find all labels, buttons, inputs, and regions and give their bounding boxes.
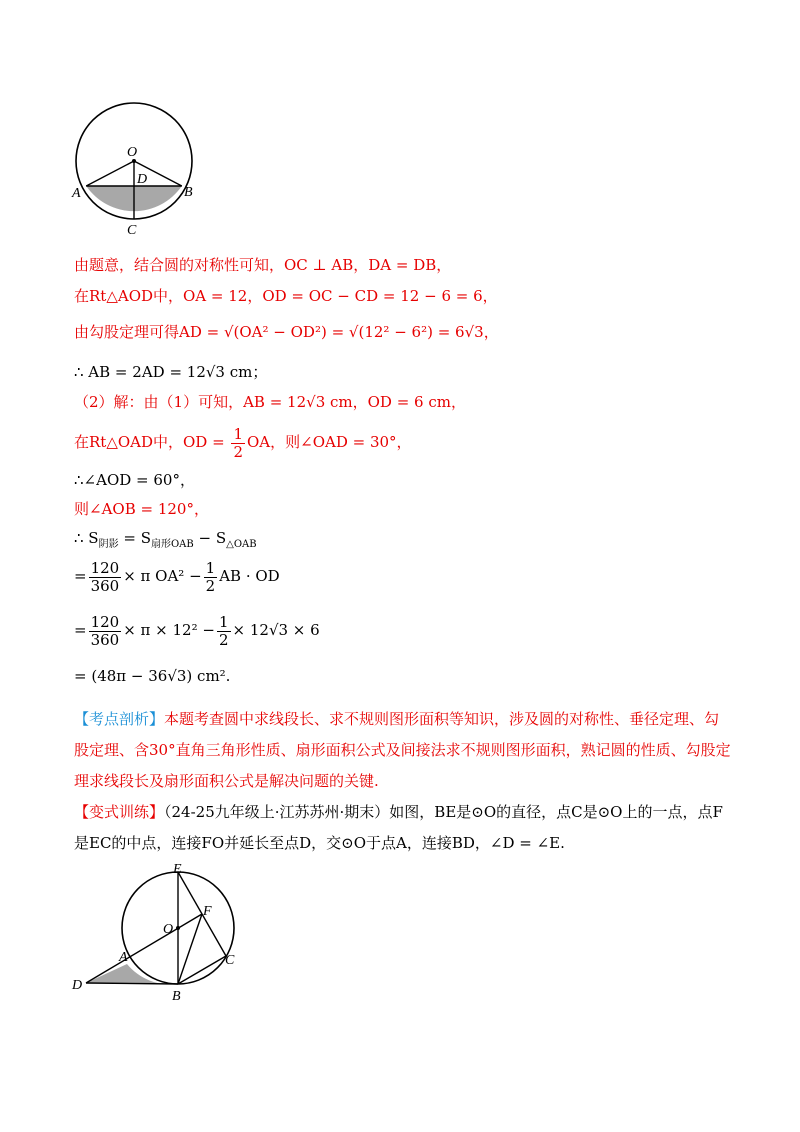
line-10-end: AB · OD [219, 567, 280, 585]
exercise-tag: 【变式训练】 [74, 803, 165, 821]
label-d: D [137, 172, 148, 187]
line-9-sub1: 阴影 [98, 539, 119, 550]
line-9-sub3: △OAB [226, 539, 257, 550]
line-9-sub2: 扇形OAB [150, 539, 194, 550]
label-c: C [225, 953, 235, 968]
line-9-a: ∴ S [74, 529, 99, 547]
line-1: 由题意，结合圆的对称性可知，OC ⊥ AB，DA = DB， [74, 256, 452, 274]
fraction-num: 120 [90, 612, 120, 631]
line-6 [74, 424, 412, 461]
label-o: O [127, 145, 138, 160]
fraction-half [204, 560, 218, 595]
label-f: F [203, 904, 212, 919]
fraction-num: 120 [90, 558, 120, 577]
fraction-num: 1 [233, 424, 243, 443]
line-10-eq: = [74, 567, 87, 585]
line-2: 在Rt△AOD中，OA = 12，OD = OC − CD = 12 − 6 = 6， [74, 287, 498, 305]
label-d: D [72, 978, 83, 993]
label-a: A [72, 186, 81, 201]
line-11-eq: = [74, 621, 87, 639]
label-c: C [127, 223, 137, 238]
line-10-mid: × π OA² − [123, 567, 202, 585]
center-point [176, 926, 180, 930]
line-6-start: 在Rt△OAD中，OD = [74, 433, 230, 451]
label-e: E [173, 862, 182, 877]
fraction-den: 360 [90, 630, 120, 649]
fraction-half [231, 426, 245, 461]
figure-circle-tangent [66, 860, 256, 1010]
fraction-half [217, 614, 231, 649]
label-b: B [172, 989, 181, 1004]
fraction-120-360 [89, 614, 122, 649]
line-10 [74, 558, 280, 595]
line-11-mid: × π × 12² − [123, 621, 215, 639]
line-11-end: × 12√3 × 6 [232, 621, 320, 639]
line-3: 由勾股定理可得AD = √(OA² − OD²) = √(12² − 6²) = 6√3， [74, 323, 499, 341]
segment-bf [178, 914, 202, 984]
fraction-num: 1 [218, 612, 229, 631]
fraction-den: 2 [218, 630, 229, 649]
line-5: （2）解：由（1）可知，AB = 12√3 cm，OD = 6 cm， [74, 393, 466, 411]
fraction-den: 360 [90, 576, 120, 595]
segment-oa [86, 161, 134, 186]
exercise-text: （24-25九年级上·江苏苏州·期末）如图，BE是⊙O的直径，点C是⊙O上的一点，点F是EC的中点，连接FO并延长至点D，交⊙O于点A，连接BD，∠D = ∠E. [74, 803, 723, 852]
line-4: ∴ AB = 2AD = 12√3 cm； [74, 363, 268, 381]
line-7: ∴∠AOD = 60°， [74, 471, 195, 489]
fraction-120-360 [89, 560, 122, 595]
line-9-c: − S [193, 529, 227, 547]
line-8: 则∠AOB = 120°， [74, 500, 209, 518]
segment-bc [178, 956, 226, 984]
figure-circle-sector [70, 98, 210, 238]
fraction-num: 1 [205, 558, 216, 577]
label-a: A [119, 950, 128, 965]
exercise-paragraph [74, 797, 734, 859]
fraction-den: 2 [233, 442, 243, 461]
analysis-text: 本题考查圆中求线段长、求不规则图形面积等知识，涉及圆的对称性、垂径定理、勾股定理、含30°直角三角形性质、扇形面积公式及间接法求不规则图形面积，熟记圆的性质、勾股定理求线段长及扇形面积公式是解决问题的关键. [74, 710, 731, 790]
analysis-paragraph [74, 704, 734, 797]
line-11 [74, 612, 320, 649]
fraction-den: 2 [205, 576, 216, 595]
segment-db [86, 983, 178, 984]
analysis-tag: 【考点剖析】 [74, 710, 165, 728]
line-9 [74, 528, 257, 555]
line-12: = (48π − 36√3) cm². [74, 667, 231, 685]
label-b: B [184, 185, 193, 200]
label-o: O [163, 922, 174, 937]
line-6-end: OA，则∠OAD = 30°， [247, 433, 412, 451]
line-9-b: = S [118, 529, 151, 547]
